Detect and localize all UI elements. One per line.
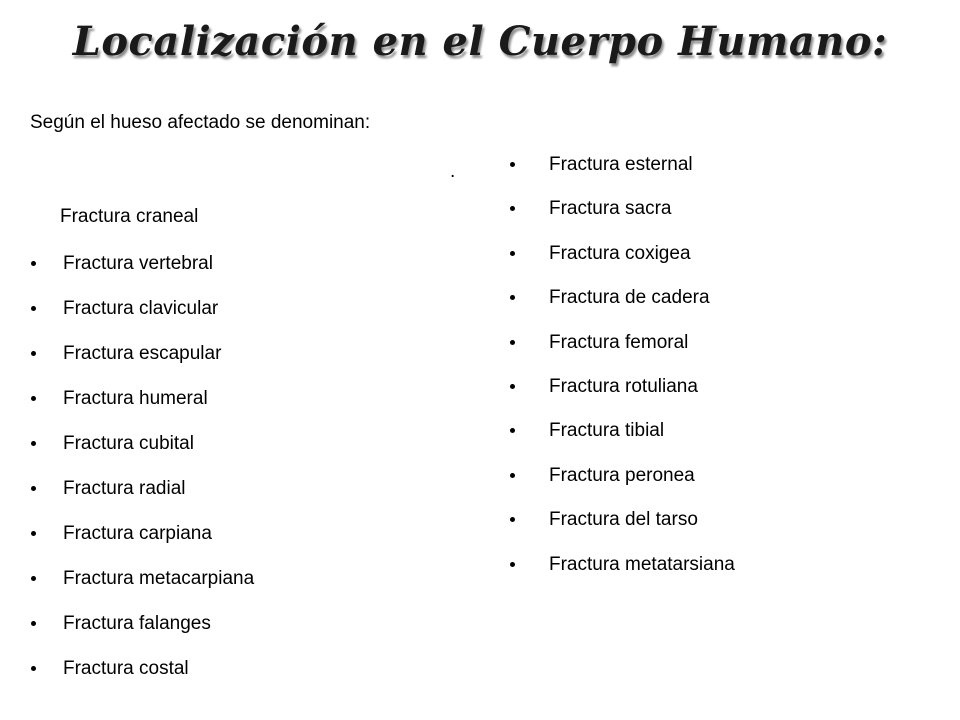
bullet-icon <box>31 306 36 311</box>
right-fracture-list <box>509 153 735 597</box>
list-item <box>30 612 254 657</box>
bullet-icon <box>510 162 515 167</box>
list-item <box>30 342 254 387</box>
list-item-label: Fractura escapular <box>63 343 222 364</box>
bullet-icon <box>31 486 36 491</box>
list-item-label: Fractura falanges <box>63 613 211 634</box>
bullet-icon <box>510 340 515 345</box>
list-item <box>30 432 254 477</box>
list-item <box>30 522 254 567</box>
bullet-icon <box>31 666 36 671</box>
bullet-icon <box>510 384 515 389</box>
list-item <box>30 657 254 702</box>
bullet-icon <box>510 206 515 211</box>
list-item-label: Fractura de cadera <box>549 287 710 309</box>
list-item-label: Fractura radial <box>63 478 186 499</box>
list-item-label: Fractura rotuliana <box>549 375 698 397</box>
slide-subtitle: Según el hueso afectado se denominan: <box>30 112 371 133</box>
bullet-icon <box>31 576 36 581</box>
list-item-label: Fractura metacarpiana <box>63 568 255 589</box>
bullet-icon <box>31 351 36 356</box>
list-item <box>509 331 735 375</box>
list-item <box>509 553 735 597</box>
bullet-icon <box>31 441 36 446</box>
list-item-label: Fractura coxigea <box>549 242 691 264</box>
list-item <box>30 297 254 342</box>
list-item <box>509 286 735 330</box>
left-fracture-list <box>30 252 254 702</box>
list-item-label: Fractura cubital <box>63 433 194 454</box>
bullet-icon <box>31 261 36 266</box>
list-item <box>509 242 735 286</box>
bullet-icon <box>510 517 515 522</box>
list-item <box>509 419 735 463</box>
list-item-label: Fractura esternal <box>549 154 693 175</box>
list-item-label: Fractura sacra <box>549 198 672 220</box>
list-item <box>30 387 254 432</box>
list-item <box>509 153 735 197</box>
list-item-label: Fractura peronea <box>549 464 695 486</box>
stray-dot: . <box>450 161 456 182</box>
list-item <box>509 464 735 508</box>
slide-title: Localización en el Cuerpo Humano: <box>72 18 888 65</box>
list-item-label: Fractura costal <box>63 658 189 679</box>
list-item-label: Fractura femoral <box>549 331 689 353</box>
list-item-label: Fractura metatarsiana <box>549 553 735 575</box>
list-item <box>30 252 254 297</box>
list-item-label: Fractura humeral <box>63 388 208 409</box>
bullet-icon <box>31 531 36 536</box>
list-item <box>509 197 735 241</box>
bullet-icon <box>31 621 36 626</box>
bullet-icon <box>510 562 515 567</box>
list-item <box>509 375 735 419</box>
list-item-label: Fractura tibial <box>549 420 665 442</box>
bullet-icon <box>510 473 515 478</box>
list-item <box>509 508 735 552</box>
bullet-icon <box>510 251 515 256</box>
bullet-icon <box>31 396 36 401</box>
list-item-label: Fractura vertebral <box>63 253 213 274</box>
left-column-heading: Fractura craneal <box>60 206 199 227</box>
list-item-label: Fractura del tarso <box>549 509 698 531</box>
list-item <box>30 477 254 522</box>
list-item-label: Fractura carpiana <box>63 523 212 544</box>
list-item-label: Fractura clavicular <box>63 298 219 319</box>
bullet-icon <box>510 295 515 300</box>
list-item <box>30 567 254 612</box>
bullet-icon <box>510 428 515 433</box>
